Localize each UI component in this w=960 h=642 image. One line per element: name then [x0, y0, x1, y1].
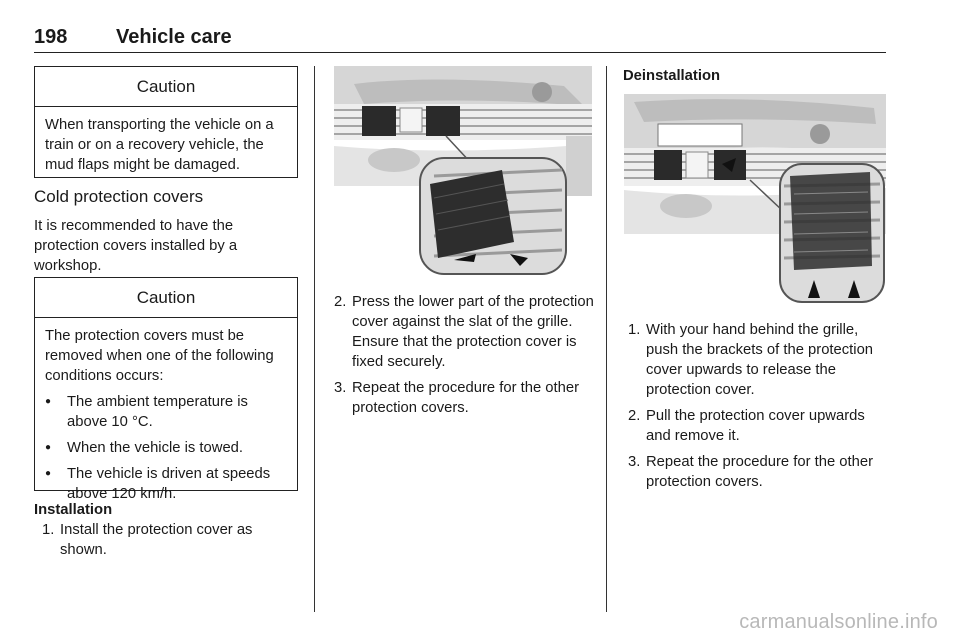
step-item: [628, 452, 890, 492]
step-text: Install the protection cover as shown.: [60, 522, 253, 558]
step-text: Press the lower part of the protection cover against the slat of the grille. Ensure that the protection cover is fixed securely.: [352, 294, 594, 370]
watermark-text: carmanualsonline.info: [739, 611, 938, 633]
caution-text: The protection covers must be removed when one of the following conditions occurs:: [45, 328, 274, 384]
step-number: 1.: [42, 522, 55, 538]
step-text: Repeat the procedure for the other protection covers.: [352, 380, 580, 416]
cold-protection-heading: Cold protection covers: [34, 187, 204, 206]
page-header: [34, 26, 886, 53]
step-item: [628, 406, 890, 446]
step-text: Pull the protection cover upwards and remove it.: [646, 408, 865, 444]
caution-title: Caution: [35, 67, 297, 107]
column-divider-2: [606, 66, 607, 612]
step-number: 2.: [628, 408, 641, 424]
deinstallation-illustration: [624, 94, 886, 304]
caution-title: Caution: [35, 278, 297, 318]
step-number: 3.: [628, 454, 641, 470]
step-number: 1.: [628, 322, 641, 338]
installation-steps-continued: [334, 292, 596, 424]
installation-label: Installation: [34, 502, 113, 518]
installation-steps: [42, 520, 292, 566]
caution-bullet: ● When the vehicle is towed.: [45, 438, 289, 458]
step-text: With your hand behind the grille, push the brackets of the protection cover upwards to release the protection cover.: [646, 322, 874, 398]
step-number: 2.: [334, 294, 347, 310]
deinstallation-steps: [628, 320, 890, 498]
page-number: 198: [34, 26, 68, 48]
step-item: [628, 320, 890, 400]
caution-bullet: ● The vehicle is driven at speeds above 120 km/h.: [45, 464, 289, 504]
step-number: 3.: [334, 380, 347, 396]
caution-bullet: ● The ambient temperature is above 10 °C.: [45, 392, 289, 432]
caution-box-transport: [34, 66, 298, 178]
step-item: [334, 292, 596, 372]
step-item: [42, 520, 292, 560]
step-text: Repeat the procedure for the other protection covers.: [646, 454, 874, 490]
deinstallation-label: Deinstallation: [623, 68, 721, 84]
section-title: Vehicle care: [116, 26, 232, 48]
caution-box-removal: [34, 277, 298, 502]
caution-text: When transporting the vehicle on a train or on a recovery vehicle, the mud flaps might be damaged.: [45, 117, 274, 173]
step-item: [334, 378, 596, 418]
installation-illustration: [334, 66, 592, 276]
column-divider-1: [314, 66, 315, 612]
intro-paragraph: It is recommended to have the protection covers installed by a workshop.: [34, 218, 238, 274]
